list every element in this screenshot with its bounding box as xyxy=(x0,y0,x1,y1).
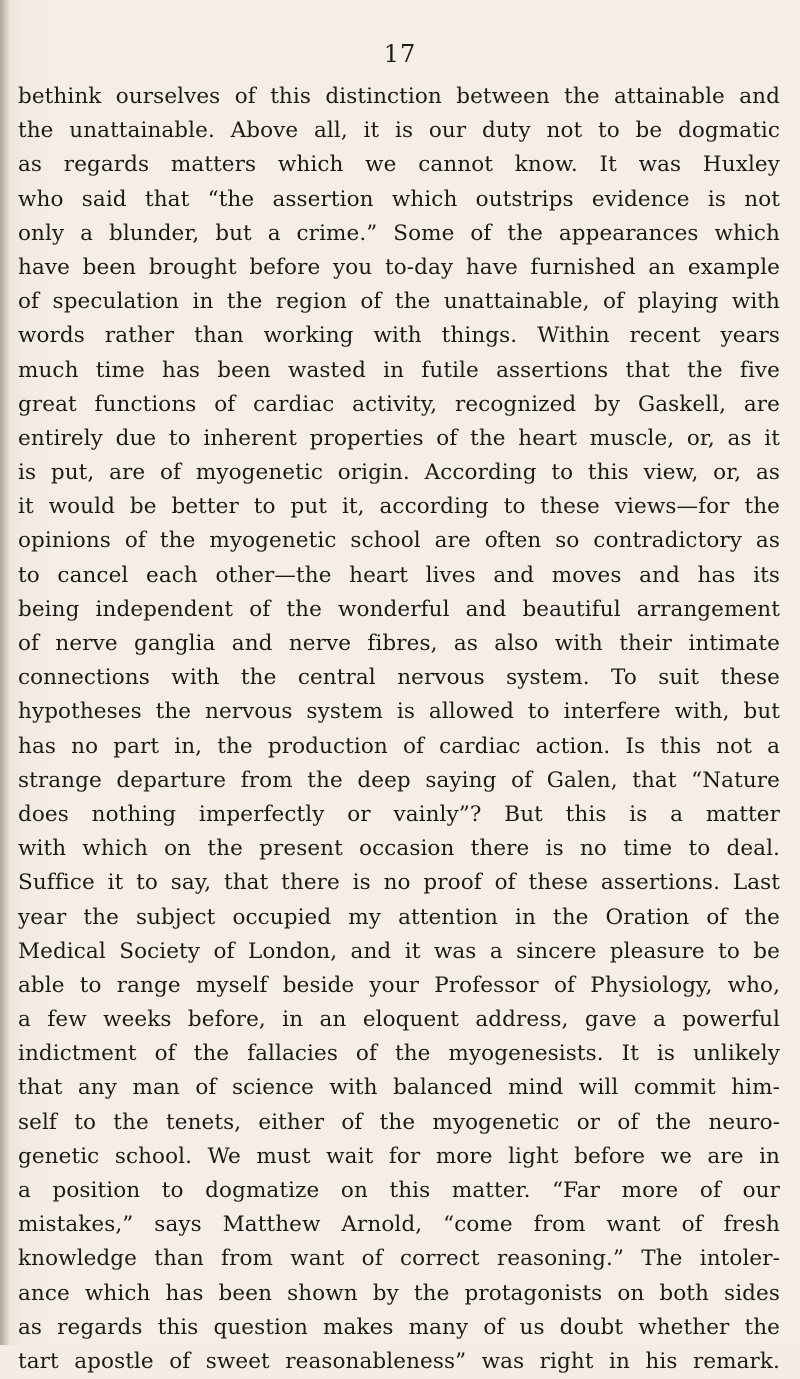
text-line: opinions of the myogenetic school are often so contradictory as xyxy=(18,528,780,554)
text-line: is put, are of myogenetic origin. According to this view, or, as xyxy=(18,460,780,486)
text-line: self to the tenets, either of the myogenetic or of the neuro- xyxy=(18,1109,780,1135)
text-line: who said that “the assertion which outstrips evidence is not xyxy=(18,186,780,212)
binding-gutter-shadow xyxy=(0,0,10,1345)
text-line: much time has been wasted in futile assertions that the five xyxy=(18,357,780,383)
text-line: able to range myself beside your Professor of Physiology, who, xyxy=(18,972,780,998)
text-line: Medical Society of London, and it was a sincere pleasure to be xyxy=(18,938,780,964)
text-line: the unattainable. Above all, it is our duty not to be dogmatic xyxy=(18,118,780,144)
text-line: does nothing imperfectly or vainly”? But this is a matter xyxy=(18,801,780,827)
text-line: knowledge than from want of correct reasoning.” The intoler- xyxy=(18,1246,780,1272)
text-line: as regards matters which we cannot know. It was Huxley xyxy=(18,152,780,178)
text-line: ance which has been shown by the protagonists on both sides xyxy=(18,1280,780,1306)
text-line: hypotheses the nervous system is allowed to interfere with, but xyxy=(18,699,780,725)
text-line: year the subject occupied my attention in the Oration of the xyxy=(18,904,780,930)
text-line: Suffice it to say, that there is no proof of these assertions. Last xyxy=(18,870,780,896)
page-number: 17 xyxy=(383,40,417,68)
text-line: have been brought before you to-day have furnished an example xyxy=(18,254,780,280)
text-line: only a blunder, but a crime.” Some of the appearances which xyxy=(18,220,780,246)
text-line: strange departure from the deep saying of Galen, that “Nature xyxy=(18,767,780,793)
text-line: tart apostle of sweet reasonableness” was right in his remark. xyxy=(18,1348,780,1374)
text-line: it would be better to put it, according to these views—for the xyxy=(18,494,780,520)
text-line: words rather than working with things. Within recent years xyxy=(18,323,780,349)
text-line: mistakes,” says Matthew Arnold, “come from want of fresh xyxy=(18,1212,780,1238)
text-line: has no part in, the production of cardiac action. Is this not a xyxy=(18,733,780,759)
text-line: as regards this question makes many of us doubt whether the xyxy=(18,1314,780,1340)
text-line: a few weeks before, in an eloquent address, gave a powerful xyxy=(18,1007,780,1033)
text-line: of nerve ganglia and nerve fibres, as also with their intimate xyxy=(18,631,780,656)
text-line: of speculation in the region of the unattainable, of playing with xyxy=(18,289,780,315)
text-line: a position to dogmatize on this matter. “Far more of our xyxy=(18,1178,780,1203)
text-line: great functions of cardiac activity, recognized by Gaskell, are xyxy=(18,391,780,417)
text-line: genetic school. We must wait for more light before we are in xyxy=(18,1143,780,1169)
text-line: that any man of science with balanced mind will commit him- xyxy=(18,1075,780,1101)
text-line: bethink ourselves of this distinction between the attainable and xyxy=(18,84,780,109)
body-text xyxy=(18,80,780,1379)
text-line: to cancel each other—the heart lives and moves and has its xyxy=(18,562,780,588)
text-line: connections with the central nervous system. To suit these xyxy=(18,665,780,691)
text-line: with which on the present occasion there is no time to deal. xyxy=(18,836,780,862)
text-line: indictment of the fallacies of the myogenesists. It is unlikely xyxy=(18,1041,780,1067)
text-line: being independent of the wonderful and beautiful arrangement xyxy=(18,596,780,622)
text-line: entirely due to inherent properties of the heart muscle, or, as it xyxy=(18,425,780,451)
